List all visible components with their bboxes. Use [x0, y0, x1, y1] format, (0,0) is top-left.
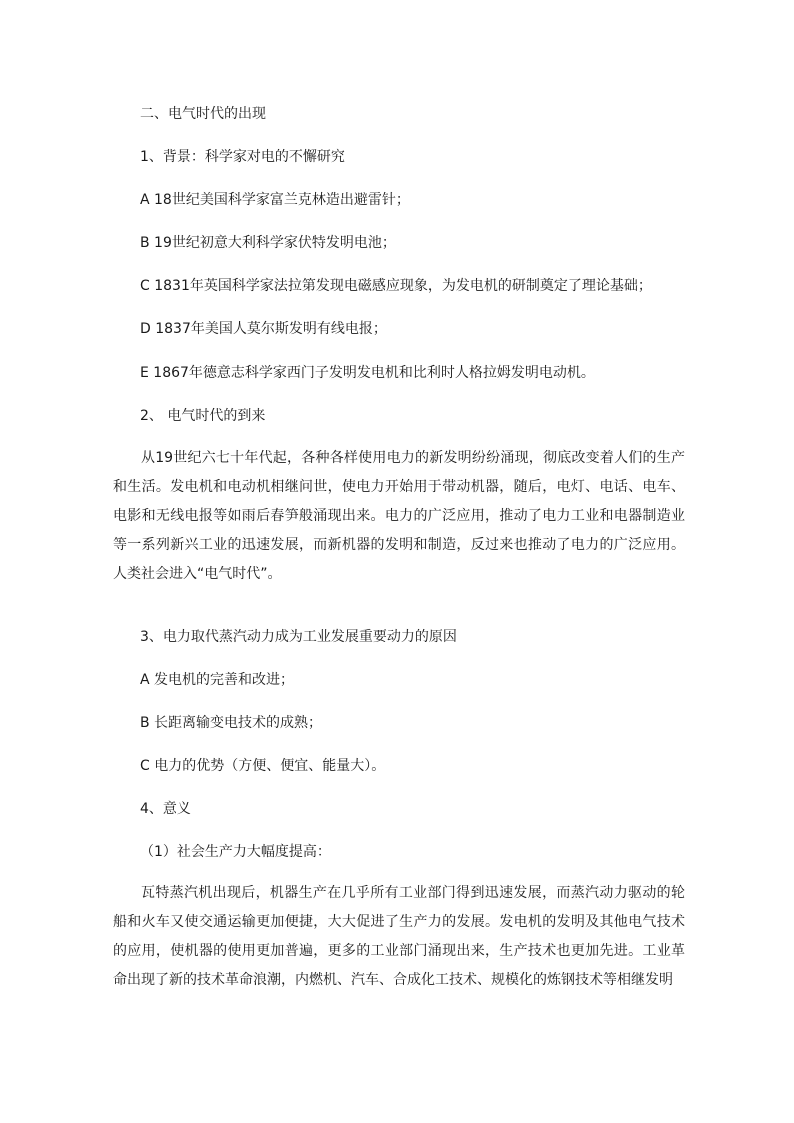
background-item-b: B 19世纪初意大利科学家伏特发明电池； — [140, 235, 396, 251]
reasons-heading: 3、电力取代蒸汽动力成为工业发展重要动力的原因 — [140, 629, 457, 645]
background-item-c: C 1831年英国科学家法拉第发现电磁感应现象，为发电机的研制奠定了理论基础； — [140, 278, 652, 294]
significance-sub-heading: （1）社会生产力大幅度提高： — [140, 844, 331, 860]
background-heading: 1、背景：科学家对电的不懈研究 — [140, 149, 345, 165]
reason-item-b: B 长距离输变电技术的成熟； — [140, 715, 323, 731]
significance-paragraph: 瓦特蒸汽机出现后，机器生产在几乎所有工业部门得到迅速发展，而蒸汽动力驱动的轮船和火车又使交通运输更加便捷，大大促进了生产力的发展。发电机的发明及其他电气技术的应用，使机器的使用更加普遍，更多的工业部门涌现出来，生产技术也更加先进。工业革命出现了新的技术革命浪潮，内燃机、汽车、合成化工技术、规模化的炼钢技术等相继发明 — [113, 885, 685, 988]
arrival-paragraph: 从19世纪六七十年代起，各种各样使用电力的新发明纷纷涌现，彻底改变着人们的生产和生活。发电机和电动机相继问世，使电力开始用于带动机器，随后，电灯、电话、电车、电影和无线电报等如雨后春笋般涌现出来。电力的广泛应用，推动了电力工业和电器制造业等一系列新兴工业的迅速发展，而新机器的发明和制造，反过来也推动了电力的广泛应用。人类社会进入“电气时代”。 — [113, 450, 685, 582]
background-item-a: A 18世纪美国科学家富兰克林造出避雷针； — [140, 192, 410, 208]
arrival-heading: 2、 电气时代的到来 — [140, 408, 266, 424]
significance-heading: 4、意义 — [140, 801, 191, 817]
reason-item-c: C 电力的优势（方便、便宜、能量大）。 — [140, 758, 386, 774]
background-item-d: D 1837年美国人莫尔斯发明有线电报； — [140, 321, 387, 337]
background-item-e: E 1867年德意志科学家西门子发明发电机和比利时人格拉姆发明电动机。 — [140, 365, 595, 381]
section-heading: 二、电气时代的出现 — [140, 106, 266, 122]
reason-item-a: A 发电机的完善和改进； — [140, 672, 295, 688]
